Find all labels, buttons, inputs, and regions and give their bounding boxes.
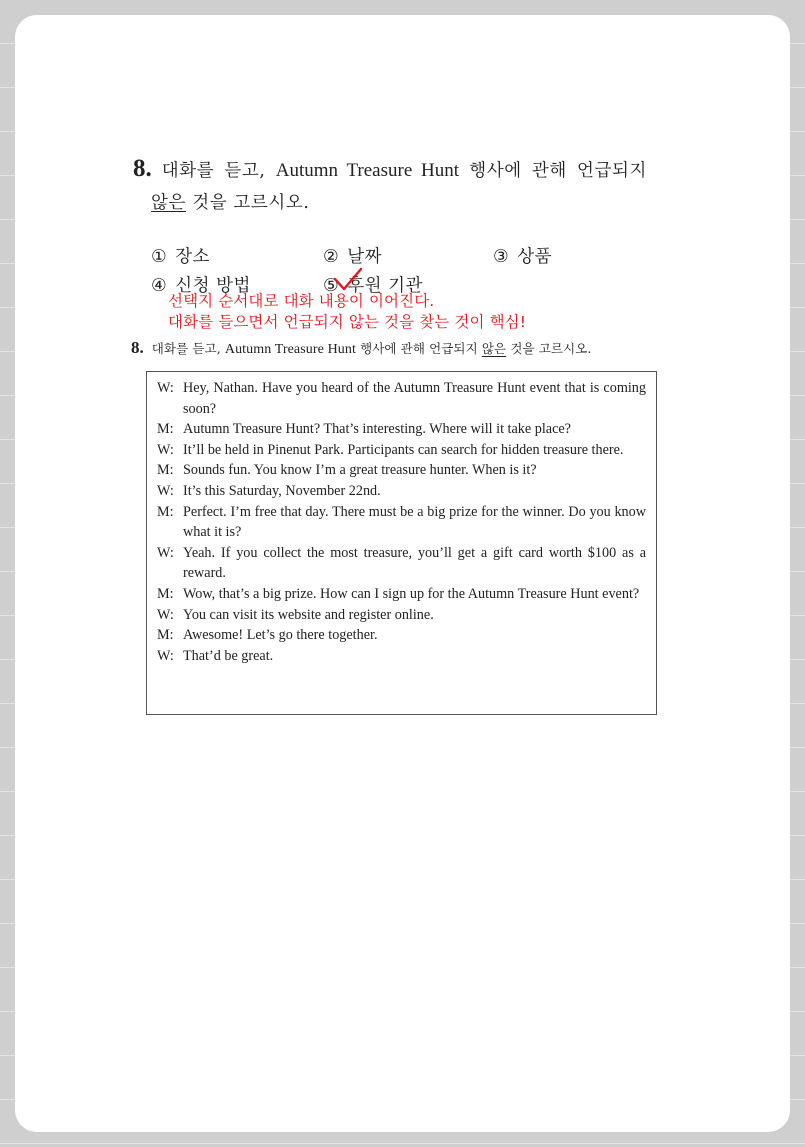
event-name: Autumn Treasure Hunt [275, 160, 460, 181]
speaker-label: M: [157, 421, 174, 438]
question-number: 8. [133, 155, 152, 182]
transcript-line [157, 543, 646, 584]
choice-mark: ⑤ [323, 276, 340, 296]
prompt-after: 행사에 관해 언급되지 [360, 341, 478, 356]
utterance: That’d be great. [183, 647, 274, 664]
transcript-line [157, 625, 646, 646]
transcript-line [157, 646, 646, 667]
question-heading-small [131, 338, 592, 358]
speaker-label: W: [157, 380, 174, 396]
speaker-label: W: [157, 482, 174, 499]
question-prompt-line2 [151, 189, 310, 214]
utterance: Wow, that’s a big prize. How can I sign up for the Autumn Treasure Hunt event? [183, 585, 640, 602]
question-prompt [162, 157, 647, 182]
transcript-line [157, 481, 646, 502]
utterance: Autumn Treasure Hunt? That’s interesting. Where will it take place? [183, 421, 571, 438]
choice-mark: ① [151, 247, 168, 267]
event-name: Autumn Treasure Hunt [224, 342, 356, 357]
choice-label: 신청 방법 [175, 276, 251, 296]
transcript-box [146, 371, 657, 715]
choice-label: 상품 [517, 247, 553, 267]
annotation-line-1: 선택지 순서대로 대화 내용이 이어진다. [168, 292, 435, 310]
question-prompt-small [152, 339, 592, 358]
utterance: You can visit its website and register online. [183, 606, 434, 623]
speaker-label: W: [157, 647, 174, 664]
utterance: Yeah. If you collect the most treasure, you’ll get a gift card worth $100 as a reward. [183, 544, 646, 582]
choice-label: 후원 기관 [347, 276, 423, 296]
transcript-line [157, 502, 646, 543]
speaker-label: M: [157, 503, 174, 520]
speaker-label: M: [157, 627, 174, 644]
question-heading [133, 155, 647, 183]
utterance: It’ll be held in Pinenut Park. Participants can search for hidden treasure there. [183, 441, 624, 458]
prompt-before: 대화를 듣고, [161, 161, 266, 181]
utterance: Awesome! Let’s go there together. [183, 627, 378, 644]
underlined-word: 않은 [481, 341, 507, 356]
utterance: It’s this Saturday, November 22nd. [183, 482, 381, 499]
question-number-small: 8. [131, 338, 144, 357]
prompt-end: 것을 고르시오. [192, 193, 310, 213]
transcript-line [157, 584, 646, 605]
utterance: Sounds fun. You know I’m a great treasure hunter. When is it? [183, 462, 537, 479]
annotation-line-2: 대화를 들으면서 언급되지 않는 것을 찾는 것이 핵심! [168, 313, 527, 331]
choice-1[interactable] [151, 243, 210, 268]
choice-2[interactable] [323, 243, 382, 268]
underlined-word: 않은 [151, 193, 187, 213]
prompt-after: 행사에 관해 언급되지 [469, 161, 648, 181]
prompt-end: 것을 고르시오. [510, 341, 592, 356]
transcript-line [157, 419, 646, 440]
prompt-before: 대화를 듣고, [151, 341, 221, 356]
choice-label: 날짜 [347, 247, 383, 267]
speaker-label: M: [157, 585, 174, 602]
transcript-line [157, 460, 646, 481]
transcript-line [157, 605, 646, 626]
transcript-line [157, 378, 646, 419]
choice-mark: ② [323, 247, 340, 267]
utterance: Perfect. I’m free that day. There must be a big prize for the winner. Do you know what it is? [183, 503, 646, 541]
choice-mark: ④ [151, 276, 168, 296]
document-page [15, 15, 790, 1132]
speaker-label: W: [157, 606, 174, 623]
speaker-label: M: [157, 462, 174, 479]
choice-label: 장소 [175, 247, 211, 267]
speaker-label: W: [157, 441, 174, 458]
utterance: Hey, Nathan. Have you heard of the Autumn Treasure Hunt event that is coming soon? [183, 380, 646, 417]
choice-3[interactable] [493, 243, 552, 268]
transcript-line [157, 440, 646, 461]
choice-mark: ③ [493, 247, 510, 267]
speaker-label: W: [157, 544, 174, 561]
